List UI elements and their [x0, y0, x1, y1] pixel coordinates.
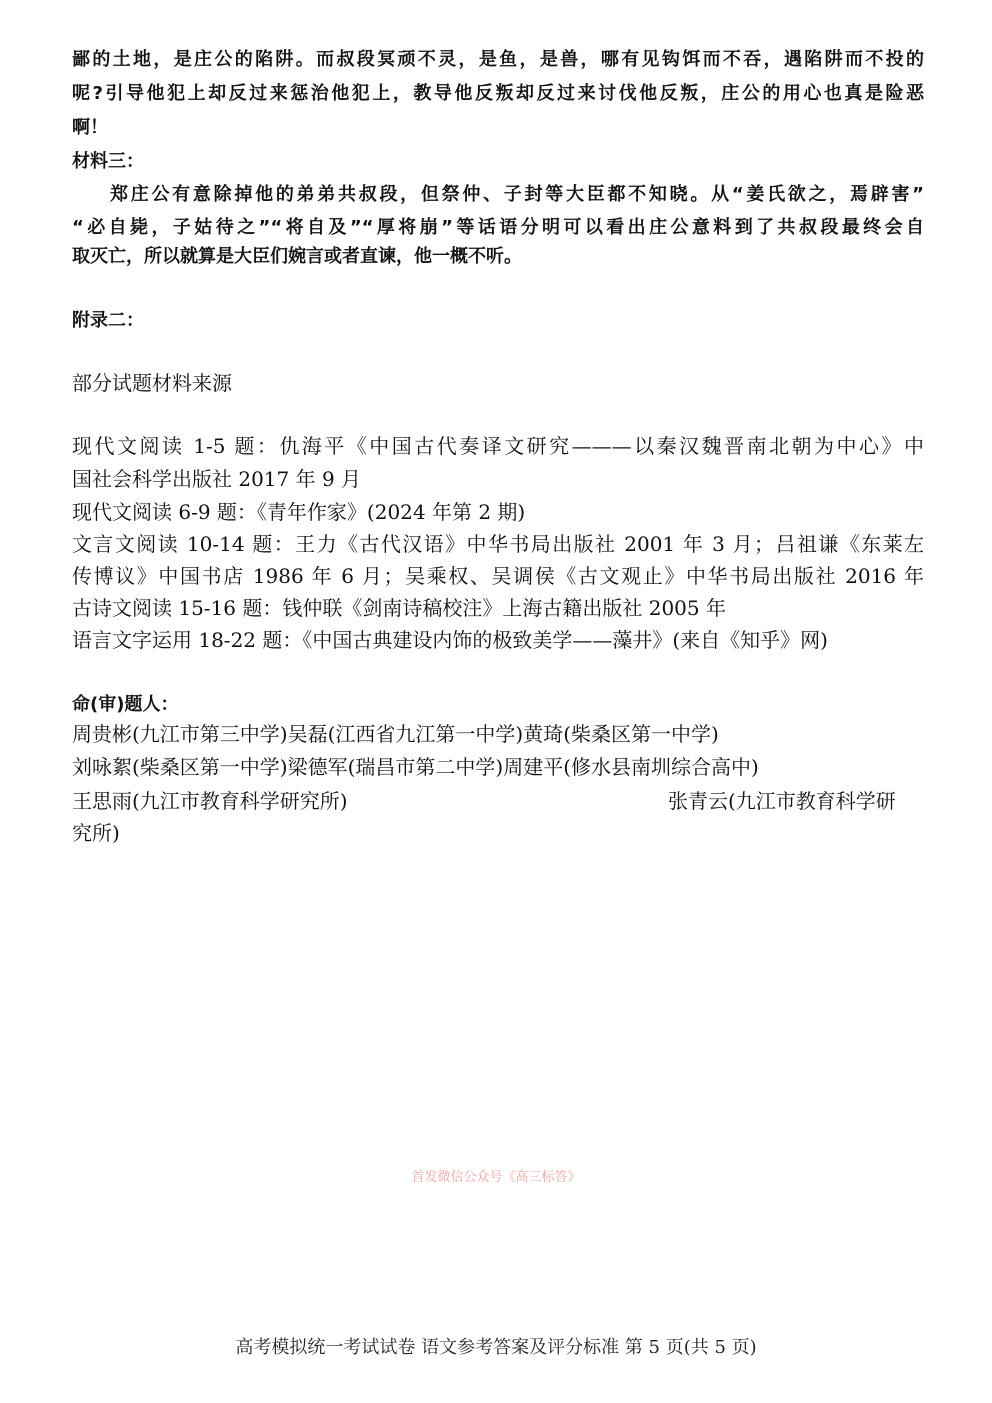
material3-heading: 材料三： — [72, 151, 144, 172]
authors-heading: 命(审)题人： — [72, 694, 179, 715]
source-line-4: 文言文阅读 10-14 题：王力《古代汉语》中华书局出版社 2001 年 3 月；吕祖谦《东莱左 — [72, 532, 924, 556]
authors-line-3-right: 张青云(九江市教育科学研 — [668, 789, 896, 813]
source-line-2: 国社会科学出版社 2017 年 9 月 — [72, 467, 362, 491]
source-line-3: 现代文阅读 6-9 题：《青年作家》(2024 年第 2 期) — [72, 500, 526, 524]
material3-line-3: 取灭亡，所以就算是大臣们婉言或者直谏，他一概不听。 — [72, 246, 522, 267]
source-line-1: 现代文阅读 1-5 题：仇海平《中国古代奏译文研究———以秦汉魏晋南北朝为中心》中 — [72, 434, 924, 458]
source-line-7: 语言文字运用 18-22 题：《中国古典建设内饰的极致美学——藻井》(来自《知乎》网) — [72, 628, 828, 652]
material3-line-2: “必自毙，子姑待之”“将自及”“厚将崩”等话语分明可以看出庄公意料到了共叔段最终会自 — [72, 217, 924, 238]
source-line-5: 传博议》中国书店 1986 年 6 月；吴乘权、吴调侯《古文观止》中华书局出版社 2016 年 — [72, 564, 924, 588]
material2-line-1: 鄙的土地，是庄公的陷阱。而叔段冥顽不灵，是鱼，是兽，哪有见钩饵而不吞，遇陷阱而不投的 — [72, 49, 924, 70]
material3-line-1: 郑庄公有意除掉他的弟弟共叔段，但祭仲、子封等大臣都不知晓。从“姜氏欲之，焉辟害” — [110, 184, 924, 205]
source-line-6: 古诗文阅读 15-16 题：钱仲联《剑南诗稿校注》上海古籍出版社 2005 年 — [72, 596, 726, 620]
authors-line-4: 究所) — [72, 821, 120, 845]
authors-line-1: 周贵彬(九江市第三中学)吴磊(江西省九江第一中学)黄琦(柴桑区第一中学) — [72, 722, 719, 746]
page-footer: 高考模拟统一考试试卷 语文参考答案及评分标准 第 5 页(共 5 页) — [235, 1337, 757, 1358]
appendix2-subheading: 部分试题材料来源 — [72, 371, 232, 395]
authors-line-2: 刘咏絮(柴桑区第一中学)梁德军(瑞昌市第二中学)周建平(修水县南圳综合高中) — [72, 755, 759, 779]
material2-line-3: 啊！ — [72, 117, 108, 138]
watermark: 首发微信公众号《高三标答》 — [411, 1170, 581, 1185]
authors-line-3-left: 王思雨(九江市教育科学研究所) — [72, 789, 348, 813]
appendix2-heading: 附录二： — [72, 310, 144, 331]
material2-line-2: 呢?引导他犯上却反过来惩治他犯上，教导他反叛却反过来讨伐他反叛，庄公的用心也真是险恶 — [72, 83, 924, 104]
